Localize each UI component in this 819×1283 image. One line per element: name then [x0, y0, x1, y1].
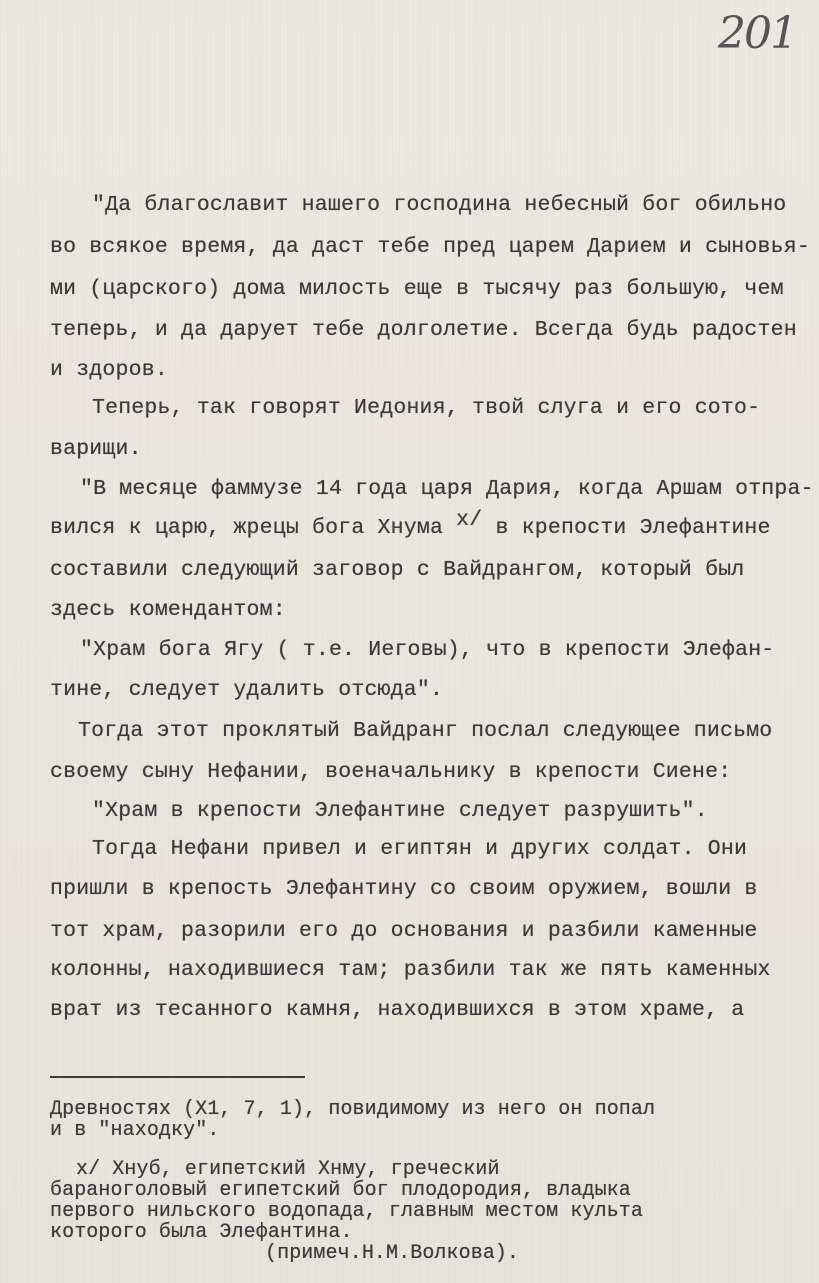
body-text: в крепости Элефантине	[482, 516, 771, 540]
body-line: варищи.	[50, 437, 142, 461]
footnote-line: Древностях (Х1, 7, 1), повидимому из него он попал	[50, 1098, 656, 1121]
body-line: колонны, находившиеся там; разбили так же пять каменных	[50, 958, 771, 982]
body-line: здесь комендантом:	[50, 598, 286, 622]
body-line: "Да благославит нашего господина небесный бог обильно	[92, 193, 787, 217]
page-number: 201	[718, 8, 796, 59]
footnote-divider	[50, 1076, 305, 1078]
body-line: Теперь, так говорят Иедония, твой слуга и его сото-	[92, 396, 761, 420]
body-line: врат из тесанного камня, находившихся в этом храме, а	[50, 998, 745, 1022]
body-line: во всякое время, да даст тебе пред царем Дарием и сыновья-	[50, 235, 810, 259]
body-line: ми (царского) дома милость еще в тысячу раз большую, чем	[50, 277, 784, 301]
body-line: тине, следует удалить отсюда".	[50, 678, 444, 702]
body-line	[50, 508, 771, 540]
footnote-line: и в "находку".	[50, 1119, 220, 1142]
body-line: и здоров.	[50, 358, 168, 382]
body-line: теперь, и да дарует тебе долголетие. Всегда будь радостен	[50, 318, 797, 342]
body-line: "Храм в крепости Элефантине следует разрушить".	[92, 799, 708, 823]
body-line: "Храм бога Ягу ( т.е. Иеговы), что в крепости Элефан-	[80, 638, 775, 662]
body-line: Тогда Нефани привел и египтян и других солдат. Они	[92, 837, 748, 861]
body-line: пришли в крепость Элефантину со своим оружием, вошли в	[50, 877, 758, 901]
footnote-line: бараноголовый египетский бог плодородия, владыка	[50, 1179, 631, 1202]
footnote-line: (примеч.Н.М.Волкова).	[265, 1242, 520, 1265]
body-line: тот храм, разорили его до основания и разбили каменные	[50, 919, 758, 943]
footnote-marker: x/	[456, 508, 483, 532]
body-line: своему сыну Нефании, военачальнику в крепости Сиене:	[50, 760, 732, 784]
footnote-line: которого была Элефантина.	[50, 1221, 353, 1244]
body-line: составили следующий заговор с Вайдрангом, который был	[50, 558, 745, 582]
footnote-line: х/ Хнуб, египетский Хнму, греческий	[76, 1158, 500, 1181]
body-line: Тогда этот проклятый Вайдранг послал следующее письмо	[78, 719, 773, 743]
body-line: "В месяце фаммузе 14 года царя Дария, когда Аршам отпра-	[80, 477, 814, 501]
footnote-line: первого нильского водопада, главным местом культа	[50, 1200, 643, 1223]
body-text: вился к царю, жрецы бога Хнума	[50, 516, 457, 540]
